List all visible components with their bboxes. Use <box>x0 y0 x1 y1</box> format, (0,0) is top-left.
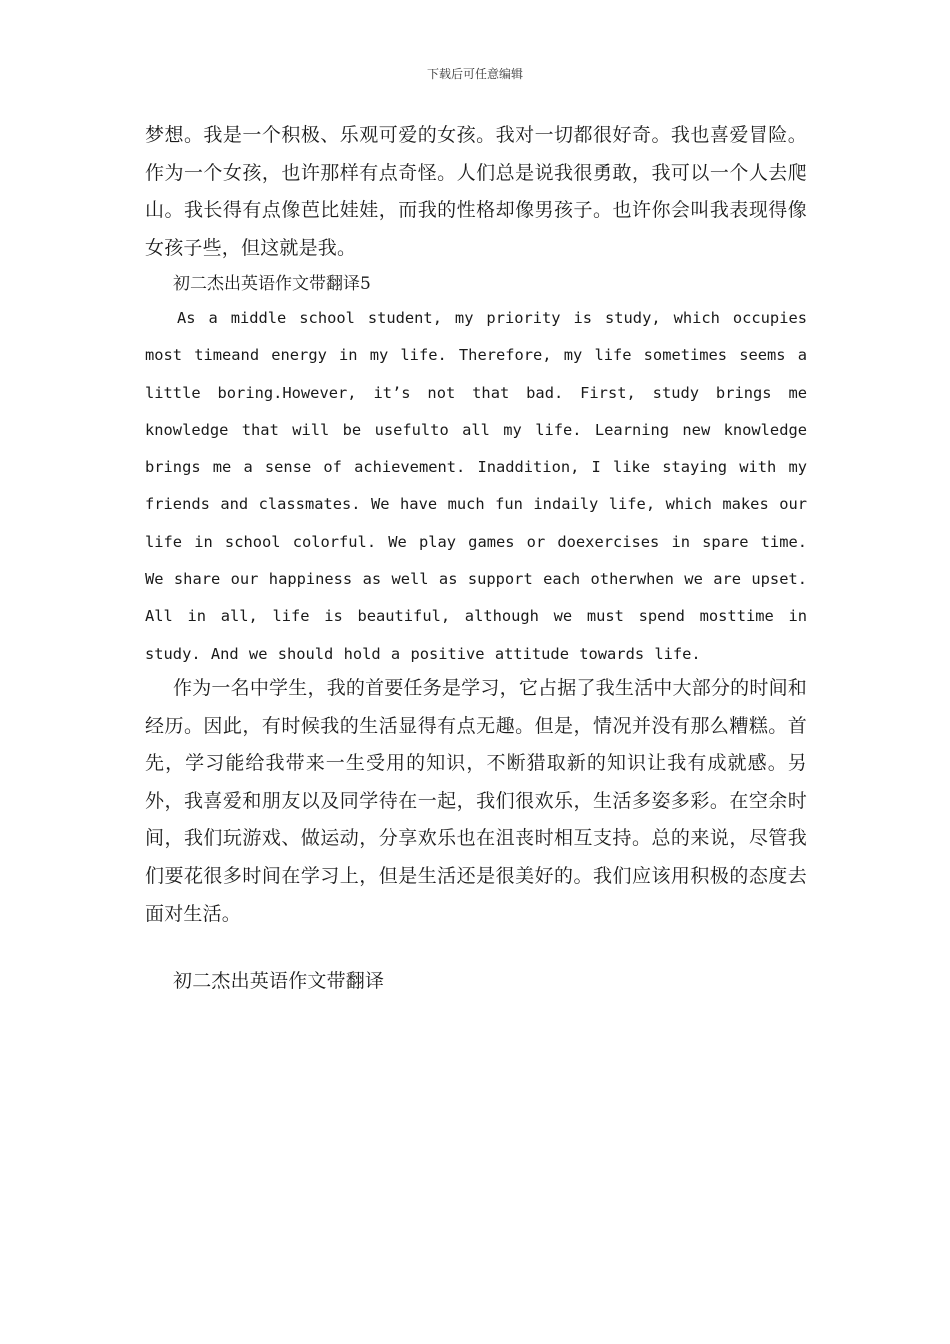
chinese-translation-paragraph: 作为一名中学生，我的首要任务是学习，它占据了我生活中大部分的时间和经历。因此，有时候我的生活显得有点无趣。但是，情况并没有那么糟糕。首先，学习能给我带来一生受用的知识，不断猎取新的知识让我有成就感。另外，我喜爱和朋友以及同学待在一起，我们很欢乐，生活多姿多彩。在空余时间，我们玩游戏、做运动，分享欢乐也在沮丧时相互支持。总的来说，尽管我们要花很多时间在学习上，但是生活还是很美好的。我们应该用积极的态度去面对生活。 <box>145 677 807 925</box>
section-heading: 初二杰出英语作文带翻译 <box>173 970 385 992</box>
section-heading-5: 初二杰出英语作文带翻译5 <box>173 274 371 294</box>
english-essay-paragraph: As a middle school student, my priority is study, which occupies most timeand energy in my life. Therefore, my life sometimes seems a little boring.However, it’s not that bad. First, study brings me knowledge that will be usefulto all my life. Learning new knowledge brings me a sense of achievement. Inaddition, I like staying with my friends and classmates. We have much fun indaily life, which makes our life in school colorful. We play games or doexercises in spare time. We share our happiness as well as support each otherwhen we are upset. All in all, life is beautiful, although we must spend mosttime in study. And we should hold a positive attitude towards life. <box>145 309 807 663</box>
chinese-paragraph-continued: 梦想。我是一个积极、乐观可爱的女孩。我对一切都很好奇。我也喜爱冒险。作为一个女孩，也许那样有点奇怪。人们总是说我很勇敢，我可以一个人去爬山。我长得有点像芭比娃娃，而我的性格却像男孩子。也许你会叫我表现得像女孩子些，但这就是我。 <box>145 124 807 259</box>
page-header: 下载后可任意编辑 <box>426 67 523 81</box>
